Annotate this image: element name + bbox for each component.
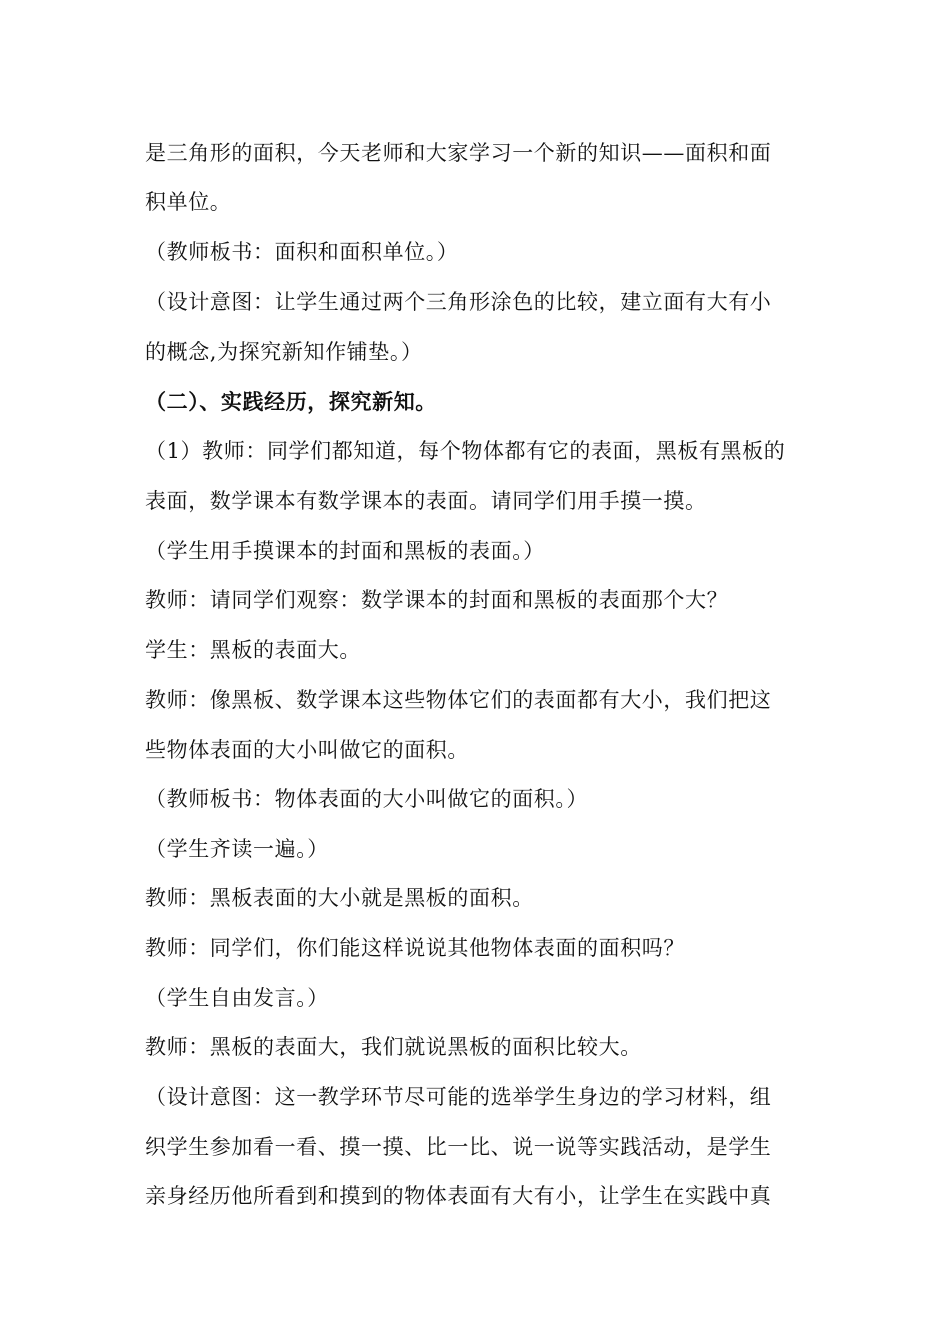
design-intent-note: 的概念,为探究新知作铺垫。） [145, 340, 423, 364]
dialogue-line: 教师：黑板表面的大小就是黑板的面积。 [145, 886, 534, 910]
paragraph-line: 积单位。 [145, 190, 232, 214]
dialogue-line: 教师：像黑板、数学课本这些物体它们的表面都有大小，我们把这 [145, 688, 772, 712]
section-heading: （二）、实践经历，探究新知。 [145, 389, 437, 414]
design-intent-note: （设计意图：这一教学环节尽可能的选举学生身边的学习材料，组 [145, 1085, 772, 1109]
stage-note: （学生自由发言。） [145, 986, 329, 1010]
board-note: （教师板书：面积和面积单位。） [145, 240, 459, 264]
design-intent-note: （设计意图：让学生通过两个三角形涂色的比较，建立面有大有小 [145, 290, 772, 314]
dialogue-line: 教师：请同学们观察：数学课本的封面和黑板的表面那个大？ [145, 588, 729, 612]
design-intent-note: 织学生参加看一看、摸一摸、比一比、说一说等实践活动，是学生 [145, 1135, 772, 1159]
stage-note: （学生齐读一遍。） [145, 837, 329, 861]
dialogue-line: 学生：黑板的表面大。 [145, 638, 361, 662]
dialogue-line: （1）教师：同学们都知道，每个物体都有它的表面，黑板有黑板的 [145, 439, 786, 463]
paragraph-line: 是三角形的面积，今天老师和大家学习一个新的知识——面积和面 [145, 141, 772, 165]
dialogue-line: 教师：黑板的表面大，我们就说黑板的面积比较大。 [145, 1035, 642, 1059]
dialogue-line: 表面，数学课本有数学课本的表面。请同学们用手摸一摸。 [145, 489, 707, 513]
dialogue-line: 教师：同学们，你们能这样说说其他物体表面的面积吗？ [145, 936, 685, 960]
design-intent-note: 亲身经历他所看到和摸到的物体表面有大有小，让学生在实践中真 [145, 1184, 772, 1208]
board-note: （教师板书：物体表面的大小叫做它的面积。） [145, 787, 589, 811]
stage-note: （学生用手摸课本的封面和黑板的表面。） [145, 539, 545, 563]
dialogue-line: 些物体表面的大小叫做它的面积。 [145, 738, 469, 762]
